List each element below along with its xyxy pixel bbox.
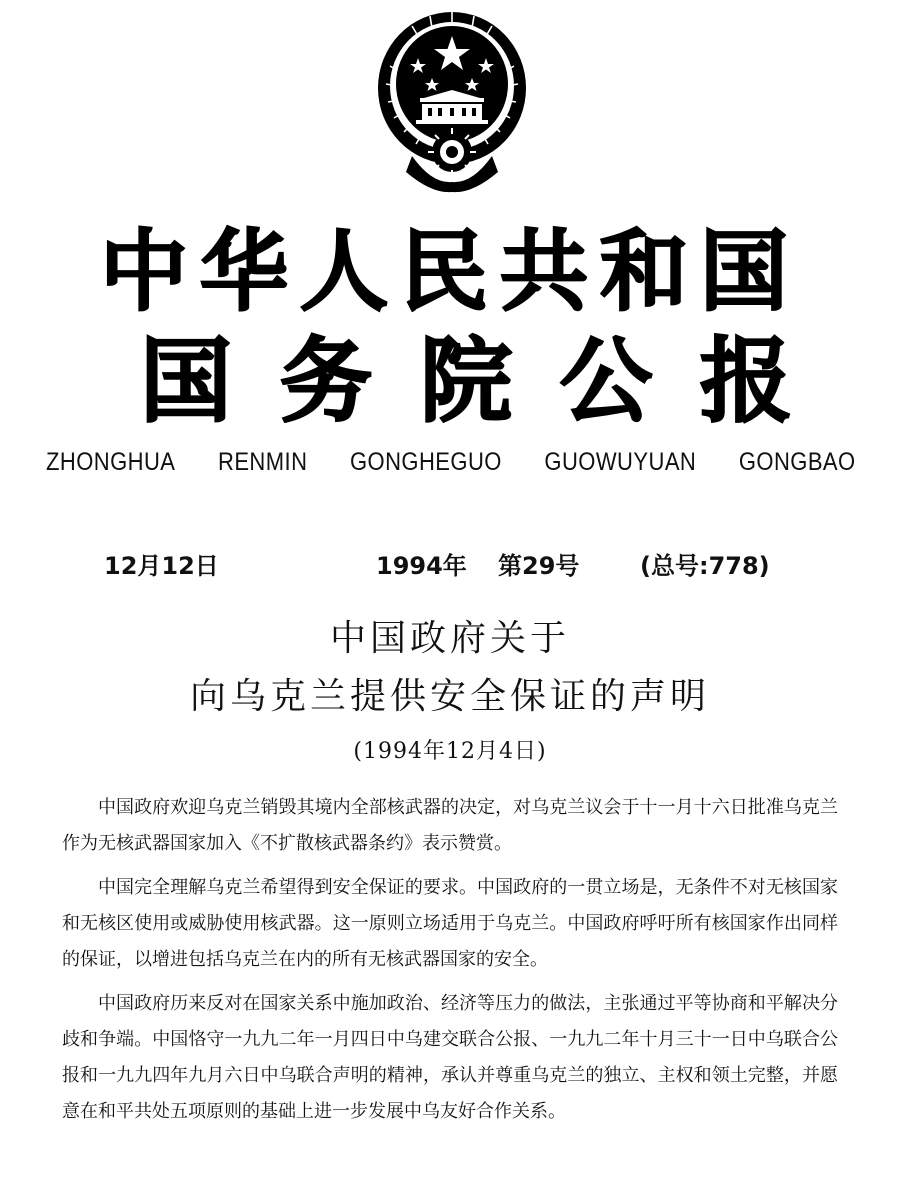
issue-date: 12月12日 <box>104 552 219 580</box>
issue-year: 1994年 <box>376 552 467 580</box>
masthead-subtitle: 国务院公报 <box>139 328 840 435</box>
article-date: (1994年12月4日) <box>353 739 547 764</box>
issue-total-number: (总号:778) <box>640 552 770 580</box>
pinyin-word: GONGBAO <box>738 448 856 476</box>
masthead-title: 中华人民共和国 <box>99 220 800 323</box>
article-paragraph: 中国政府欢迎乌克兰销毁其境内全部核武器的决定，对乌克兰议会于十一月十六日批准乌克兰作为无核武器国家加入《不扩散核武器条约》表示赞赏。 <box>62 797 838 854</box>
article-paragraph: 中国完全理解乌克兰希望得到安全保证的要求。中国政府的一贯立场是，无条件不对无核国家和无核区使用或威胁使用核武器。这一原则立场适用于乌克兰。中国政府呼吁所有核国家作出同样的保证，以增进包括乌克兰在内的所有无核武器国家的安全。 <box>62 877 838 970</box>
pinyin-word: ZHONGHUA <box>46 448 176 476</box>
article-title-line1: 中国政府关于 <box>329 618 570 659</box>
article-title-line2: 向乌克兰提供安全保证的声明 <box>189 676 710 717</box>
article-body <box>62 790 838 1138</box>
national-emblem-icon <box>372 6 532 196</box>
pinyin-word: RENMIN <box>217 448 308 476</box>
pinyin-word: GUOWUYUAN <box>544 448 697 476</box>
article-paragraph: 中国政府历来反对在国家关系中施加政治、经济等压力的做法，主张通过平等协商和平解决分歧和争端。中国恪守一九九二年一月四日中乌建交联合公报、一九九二年十月三十一日中乌联合公报和一九九四年九月六日中乌联合声明的精神，承认并尊重乌克兰的独立、主权和领土完整，并愿意在和平共处五项原则的基础上进一步发展中乌友好合作关系。 <box>62 993 838 1122</box>
pinyin-word: GONGHEGUO <box>349 448 502 476</box>
issue-number: 第29号 <box>498 552 580 580</box>
masthead-pinyin <box>46 448 856 477</box>
